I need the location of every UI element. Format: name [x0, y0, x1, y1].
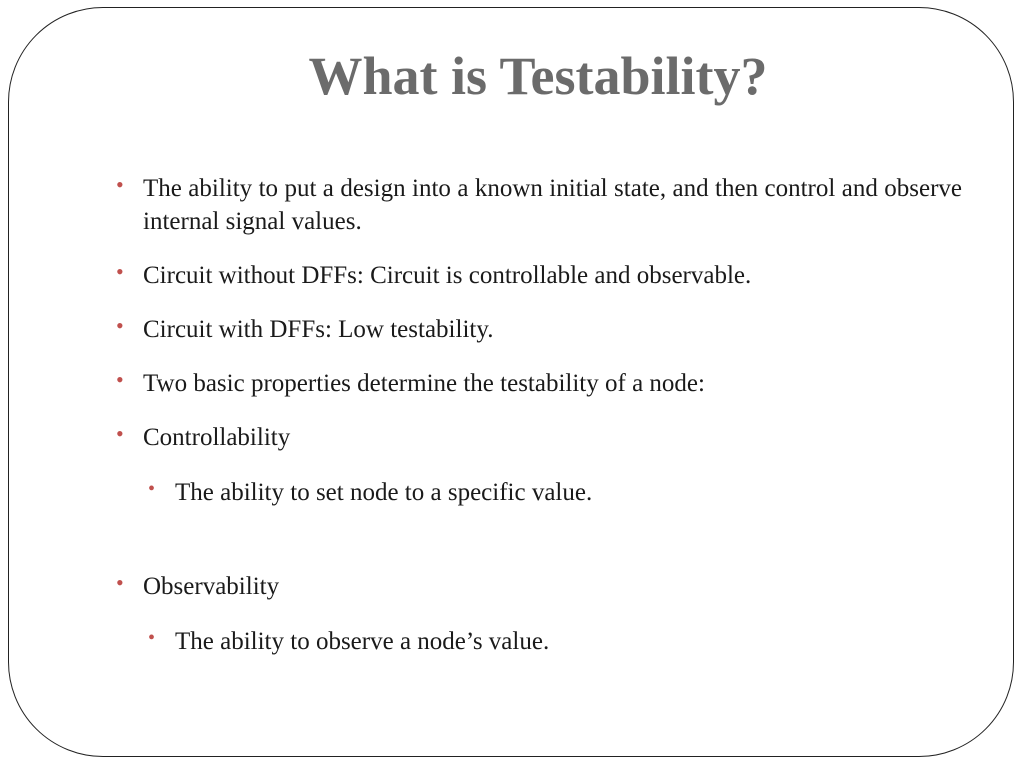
bullet-item	[116, 259, 962, 292]
bullet-text: Controllability	[143, 424, 291, 451]
bullet-icon: •	[116, 570, 124, 595]
slide-title: What is Testability?	[308, 46, 768, 106]
bullet-text: Two basic properties determine the testability of a node:	[143, 370, 705, 397]
sub-bullet-item	[148, 476, 958, 509]
bullet-item	[116, 172, 962, 238]
sub-bullet-item	[148, 625, 958, 658]
bullet-item	[116, 570, 962, 603]
bullet-icon: •	[116, 259, 124, 284]
bullet-icon: •	[148, 627, 156, 649]
bullet-icon: •	[116, 172, 124, 197]
bullet-item	[116, 367, 962, 400]
bullet-icon: •	[116, 367, 124, 392]
bullet-text: The ability to set node to a specific value.	[175, 479, 593, 506]
bullet-text: Observability	[143, 573, 280, 600]
bullet-icon: •	[116, 421, 124, 446]
bullet-text: Circuit without DFFs: Circuit is controllable and observable.	[143, 262, 752, 289]
bullet-item	[116, 421, 962, 454]
bullet-item	[116, 313, 962, 346]
bullet-icon: •	[148, 478, 156, 500]
bullet-text: The ability to observe a node’s value.	[175, 628, 550, 655]
bullet-text: The ability to put a design into a known initial state, and then control and observe internal signal values.	[143, 175, 962, 235]
bullet-text: Circuit with DFFs: Low testability.	[143, 316, 494, 343]
bullet-icon: •	[116, 313, 124, 338]
